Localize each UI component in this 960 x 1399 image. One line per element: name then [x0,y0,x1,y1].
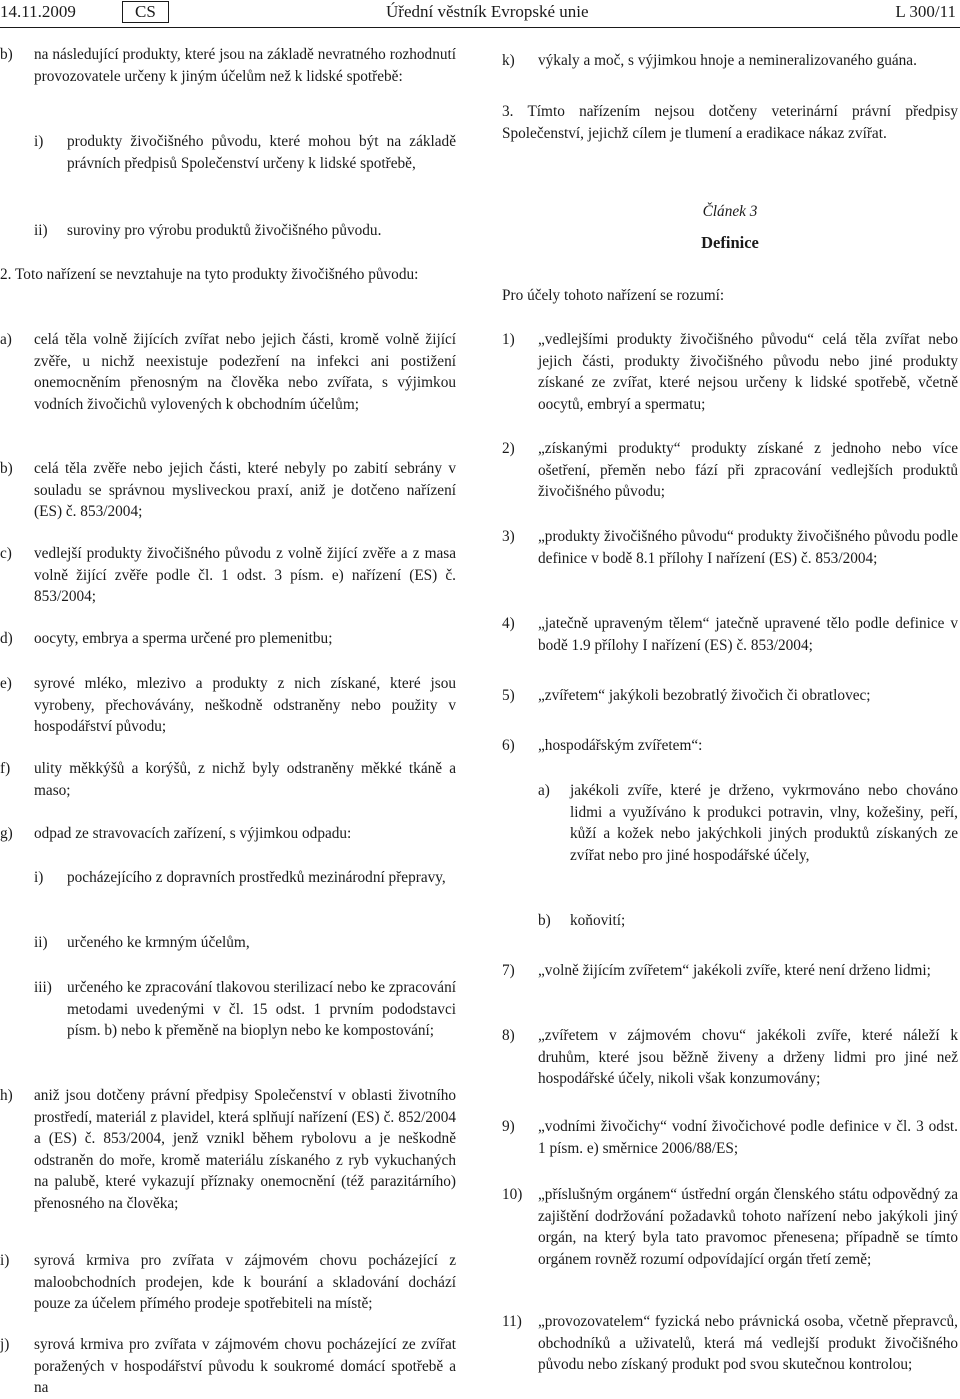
journal-header [0,0,960,28]
list-item-g-i: i) pocházejícího z dopravních prostředků mezinárodní přepravy, [34,869,446,886]
list-item-k: k) výkaly a moč, s výjimkou hnoje a nemineralizovaného guána. [502,52,917,69]
list-item-b-ii: ii) suroviny pro výrobu produktů živočišného původu. [34,222,382,239]
definition-8: 8) „zvířetem v zájmovém chovu“ jakékoli zvíře, které náleží k druhům, které jsou běžně živeny a drženy lidmi pro jiné než hospodářské účely, nikoli však konzumovány; [502,1027,958,1087]
definition-10: 10) „příslušným orgánem“ ústřední orgán členského státu odpovědný za zajištění dodržování požadavků tohoto nařízení nebo jakýkoli jiný orgán, na který byla tato pravomoc přenesena; případně se tímto orgánem rovněž rozumí odpovídající orgán třetí země; [502,1186,958,1268]
list-item-b2: b) celá těla zvěře nebo jejich části, které nebyly po zabití sebrány v souladu se správnou mysliveckou praxí, aniž je dotčeno nařízení (ES) č. 853/2004; [0,460,456,520]
journal-title: Úřední věstník Evropské unie [386,2,589,21]
definitions-intro: Pro účely tohoto nařízení se rozumí: [502,287,725,304]
list-item-h: h) aniž jsou dotčeny právní předpisy Společenství v oblasti životního prostředí, materiál z plavidel, která splňují nařízení (ES) č. 852/2004 a (ES) č. 853/2004, jenž vznikl během rybolovu a je neškodně odstraněn do moře, kromě materiálu získaného z ryb vykuchaných na palubě, které vykazují příznaky onemocnění (též parazitárního) přenosného na člověka; [0,1087,456,1212]
page-number: L 300/11 [895,2,956,21]
definition-7: 7) „volně žijícím zvířetem“ jakékoli zvíře, které není drženo lidmi; [502,962,931,979]
list-item-g-iii: iii) určeného ke zpracování tlakovou sterilizací nebo ke zpracování metodami uvedenými v čl. 15 odst. 1 prvním pododstavci písm. b) nebo k přeměně na bioplyn nebo ke kompostování; [34,979,456,1039]
definition-6-a: a) jakékoli zvíře, které je drženo, vykrmováno nebo chováno lidmi a využíváno k produkci potravin, vlny, kožešiny, peří, kůží a kožek nebo jakýchkoli jiných produktů získaných ze zvířat nebo pro jiné hospodářské účely, [538,782,958,864]
list-item-d: d) oocyty, embrya a sperma určené pro plemenitbu; [0,630,333,647]
list-item-c: c) vedlejší produkty živočišného původu z volně žijící zvěře a z masa volně žijící zvěře podle čl. 1 odst. 3 písm. e) nařízení (ES) č. 853/2004; [0,545,456,605]
definition-1: 1) „vedlejšími produkty živočišného původu“ celá těla zvířat nebo jejich části, produkty živočišného původu nebo jiné produkty získané ze zvířat, které nejsou určeny k lidské spotřebě, včetně oocytů, embryí a spermatu; [502,331,958,413]
list-item-i: i) syrová krmiva pro zvířata v zájmovém chovu pocházející z maloobchodních prodejen, kde k bourání a skladování dochází pouze za účelem přímého prodeje spotřebiteli na místě; [0,1252,456,1312]
list-item-a: a) celá těla volně žijících zvířat nebo jejich části, kromě volně žijící zvěře, u nichž neexistuje podezření na infekci ani postižení onemocněním přenosným na člověka nebo zvířata, s výjimkou vodních živočichů vylovených k obchodním účelům; [0,331,456,413]
definition-6-b: b) koňovití; [538,912,626,929]
list-item-f: f) ulity měkkýšů a korýšů, z nichž byly odstraněny měkké tkáně a maso; [0,760,456,799]
definition-4: 4) „jatečně upraveným tělem“ jatečně upravené tělo podle definice v bodě 1.9 přílohy I nařízení (ES) č. 853/2004; [502,615,958,654]
paragraph-2: 2. Toto nařízení se nevztahuje na tyto produkty živočišného původu: [0,266,419,283]
article-number: Článek 3 [702,203,758,220]
definition-3: 3) „produkty živočišného původu“ produkty živočišného původu podle definice v bodě 8.1 přílohy I nařízení (ES) č. 853/2004; [502,528,958,567]
definition-2: 2) „získanými produkty“ produkty získané z jednoho nebo více ošetření, přeměn nebo fází při zpracování vedlejších produktů živočišného původu; [502,440,958,500]
list-item-g: g) odpad ze stravovacích zařízení, s výjimkou odpadu: [0,825,352,842]
definition-5: 5) „zvířetem“ jakýkoli bezobratlý živočich či obratlovec; [502,687,871,704]
issue-date: 14.11.2009 [0,2,76,21]
list-item-j: j) syrová krmiva pro zvířata v zájmovém chovu pocházející ze zvířat poražených v hospodářství původu k soukromé domácí spotřebě a na [0,1336,456,1396]
list-item-b-i: i) produkty živočišného původu, které mohou být na základě právních předpisů Společenství určeny k lidské spotřebě, [34,133,456,172]
list-item-g-ii: ii) určeného ke krmným účelům, [34,934,250,951]
list-item-b: b) na následující produkty, které jsou na základě nevratného rozhodnutí provozovatele určeny k jiným účelům než k lidské spotřebě: [0,46,456,85]
list-item-e: e) syrové mléko, mlezivo a produkty z nich získané, které jsou vyrobeny, přechovávány, neškodně odstraněny nebo použity v hospodářství původu; [0,675,456,735]
definition-6: 6) „hospodářským zvířetem“: [502,737,703,754]
article-title: Definice [701,233,759,252]
language-badge: CS [122,1,169,23]
paragraph-3: 3. Tímto nařízením nejsou dotčeny veterinární právní předpisy Společenství, jejichž cílem je tlumení a eradikace nákaz zvířat. [502,103,958,142]
definition-9: 9) „vodními živočichy“ vodní živočichové podle definice v čl. 3 odst. 1 písm. e) směrnice 2006/88/ES; [502,1118,958,1157]
definition-11: 11) „provozovatelem“ fyzická nebo právnická osoba, včetně přepravců, obchodníků a uživatelů, která má vedlejší produkt živočišného původu nebo získaný produkt pod svou skutečnou kontrolou; [502,1313,958,1373]
